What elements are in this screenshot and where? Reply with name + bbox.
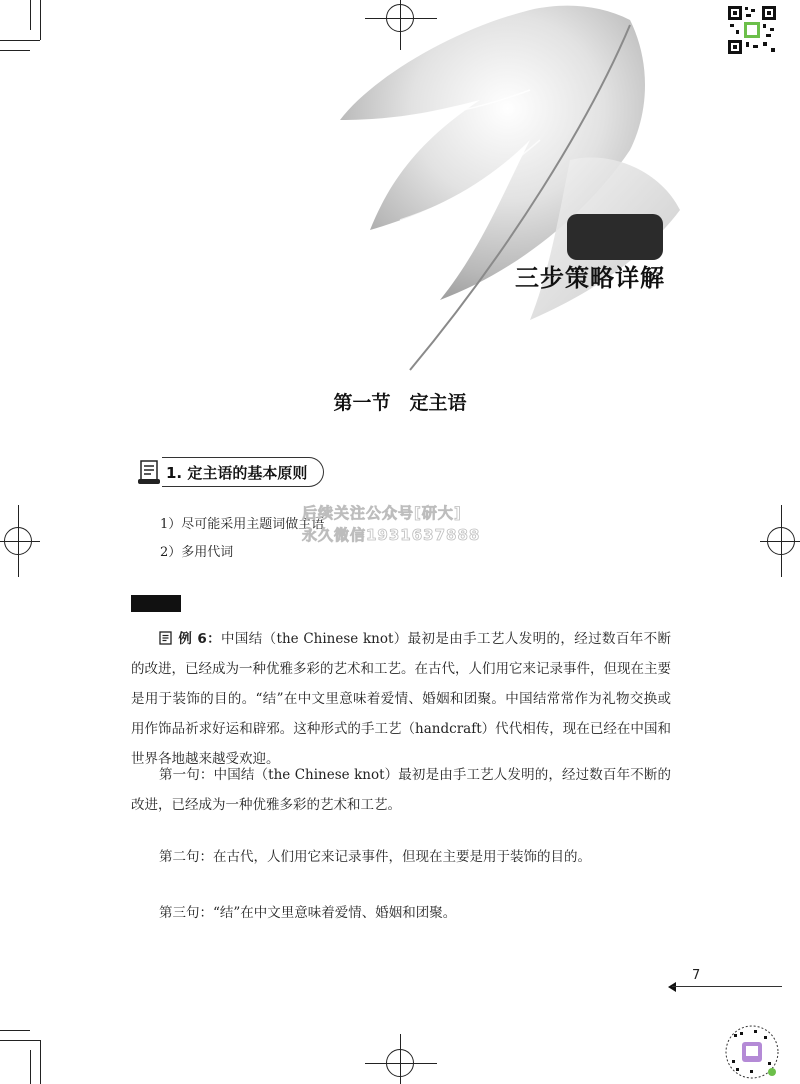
chapter-title: 三步策略详解: [515, 264, 665, 292]
subsection-title: 1. 定主语的基本原则: [162, 457, 324, 487]
crop-mark: [30, 0, 31, 30]
chapter-badge: [567, 214, 663, 260]
example-text: 中国结（the Chinese knot）最初是由手工艺人发明的，经过数百年不断的改进，已经成为一种优雅多彩的艺术和工艺。在古代，人们用它来记录事件，但现在主要是用于装饰的目的。“结”在中文里意味着爱情、婚姻和团聚。中国结常常作为礼物交换或用作饰品祈求好运和辟邪。这种形式的手工艺（handcraft）代代相传，现在已经在中国和世界各地越来越受欢迎。: [131, 631, 672, 767]
principle-item: 2）多用代词: [160, 545, 234, 560]
crop-mark: [0, 1030, 30, 1031]
sentence-text: 第一句：中国结（the Chinese knot）最初是由手工艺人发明的，经过数百年不断的改进，已经成为一种优雅多彩的艺术和工艺。: [131, 767, 671, 813]
page-rule: [672, 986, 782, 987]
section-title: 第一节 定主语: [333, 392, 467, 414]
principle-item: 1）尽可能采用主题词做主语: [160, 517, 325, 532]
registration-mark-icon: [386, 1049, 414, 1077]
registration-mark-icon: [767, 527, 795, 555]
watermark-line: 永久微信1931637888: [302, 526, 481, 544]
document-icon: [159, 631, 172, 645]
sentence-paragraph: [131, 760, 671, 820]
qr-code-icon: [724, 1024, 780, 1080]
feather-decoration: [330, 0, 710, 380]
redaction-bar: [131, 595, 181, 612]
qr-code-icon: [726, 4, 778, 56]
crop-mark: [0, 50, 30, 51]
crop-mark: [40, 0, 41, 40]
crop-mark: [30, 1050, 31, 1084]
page-number: 7: [692, 968, 701, 983]
crop-mark: [40, 1040, 41, 1084]
sentence-paragraph: [131, 842, 671, 872]
sentence-paragraph: [131, 898, 671, 928]
watermark-line: 后续关注公众号[研大]: [302, 504, 462, 522]
page-marker: [668, 982, 676, 992]
example-label: 例 6：: [178, 631, 222, 647]
subsection-heading: [134, 457, 324, 487]
crop-mark: [0, 40, 40, 41]
sentence-text: 第三句：“结”在中文里意味着爱情、婚姻和团聚。: [159, 905, 457, 921]
example-paragraph: [131, 624, 671, 774]
registration-mark-icon: [4, 527, 32, 555]
sentence-text: 第二句：在古代，人们用它来记录事件，但现在主要是用于装饰的目的。: [159, 849, 591, 865]
scroll-icon: [134, 457, 164, 487]
crop-mark: [0, 1040, 40, 1041]
